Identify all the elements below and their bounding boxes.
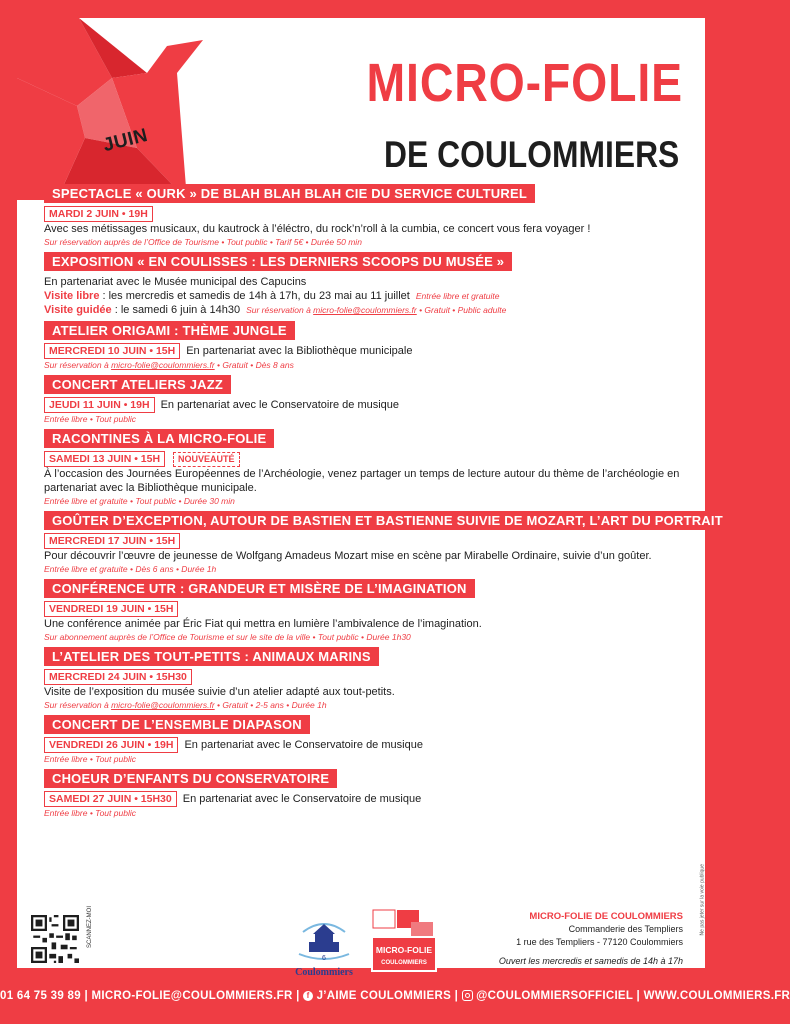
note-suffix: • Gratuit • 2-5 ans • Durée 1h — [214, 700, 327, 710]
event-item — [44, 321, 684, 371]
event-item — [44, 511, 723, 575]
note-prefix: Sur réservation à — [44, 360, 112, 370]
email-link[interactable]: micro-folie@coulommiers.fr — [111, 700, 215, 710]
contact-name: MICRO-FOLIE DE COULOMMIERS — [529, 911, 683, 922]
event-note: Entrée libre et gratuite • Dès 6 ans • Durée 1h — [44, 564, 217, 574]
phone-number[interactable]: 01 64 75 39 89 — [0, 990, 81, 1002]
event-title: EXPOSITION « EN COULISSES : LES DERNIERS SCOOPS DU MUSÉE » — [44, 252, 512, 271]
note-prefix: Sur réservation à — [246, 305, 314, 315]
event-note: Sur abonnement auprès de l’Office de Tourisme et sur le site de la ville • Tout public • Durée 1h30 — [44, 632, 411, 642]
email-link[interactable]: micro-folie@coulommiers.fr — [313, 305, 417, 315]
contact-line2: 1 rue des Templiers - 77120 Coulommiers — [516, 937, 683, 947]
footer-email[interactable]: MICRO-FOLIE@COULOMMIERS.FR — [91, 990, 293, 1002]
event-description: En partenariat avec le Musée municipal des Capucins — [44, 276, 307, 288]
event-note: Entrée libre et gratuite • Tout public • Durée 30 min — [44, 496, 235, 506]
event-date: MERCREDI 10 JUIN • 15H — [44, 343, 180, 359]
city-emblem-icon — [289, 914, 359, 962]
micro-folie-logo-icon — [371, 908, 437, 972]
origami-bird-icon — [17, 18, 217, 203]
event-title: L’ATELIER DES TOUT-PETITS : ANIMAUX MARINS — [44, 647, 379, 666]
website-link[interactable]: WWW.COULOMMIERS.FR — [643, 990, 790, 1002]
event-date: MERCREDI 17 JUIN • 15H — [44, 533, 180, 549]
event-date: SAMEDI 27 JUIN • 15H30 — [44, 791, 177, 807]
event-title: CONFÉRENCE UTR : GRANDEUR ET MISÈRE DE L’IMAGINATION — [44, 579, 475, 598]
event-note: Sur réservation auprès de l’Office de Tourisme • Tout public • Tarif 5€ • Durée 50 min — [44, 237, 362, 247]
visit-guided-note — [246, 305, 506, 315]
event-note — [44, 359, 684, 371]
facebook-icon: f — [303, 991, 313, 1001]
event-item — [44, 579, 684, 643]
event-note: Entrée libre • Tout public — [44, 414, 136, 424]
separator: | — [296, 990, 300, 1002]
footer-bar — [0, 990, 790, 1002]
contact-line1: Commanderie des Templiers — [568, 924, 683, 934]
event-item — [44, 647, 684, 711]
event-date: MERCREDI 24 JUIN • 15H30 — [44, 669, 192, 685]
email-link[interactable]: micro-folie@coulommiers.fr — [111, 360, 215, 370]
event-title: RACONTINES À LA MICRO-FOLIE — [44, 429, 274, 448]
event-item — [44, 184, 684, 248]
contact-block — [463, 910, 683, 968]
event-description: Avec ses métissages musicaux, du kautrock à l’éléctro, du rock’n’roll à la cumbia, ce concert vous fera voyager ! — [44, 223, 591, 235]
event-title: GOÛTER D’EXCEPTION, AUTOUR DE BASTIEN ET BASTIENNE SUIVIE DE MOZART, L’ART DU PORTRAIT — [44, 511, 731, 530]
qr-code-icon[interactable] — [31, 915, 79, 963]
mf-logo-line2: COULOMMIERS — [381, 960, 427, 966]
event-date: VENDREDI 19 JUIN • 15H — [44, 601, 178, 617]
poster-subtitle: DE COULOMMIERS — [383, 134, 679, 175]
event-list — [44, 184, 723, 823]
event-description: En partenariat avec le Conservatoire de musique — [182, 793, 422, 805]
note-prefix: Sur réservation à — [44, 700, 112, 710]
mf-logo-line1: MICRO-FOLIE — [375, 945, 433, 955]
coulommiers-logo — [289, 914, 359, 976]
qr-label: SCANNEZ-MOI — [87, 906, 93, 948]
instagram-link[interactable]: @COULOMMIERSOFFICIEL — [476, 990, 634, 1002]
instagram-icon — [462, 990, 473, 1001]
visit-free-text: : les mercredis et samedis de 14h à 17h, du 23 mai au 11 juillet — [99, 290, 410, 302]
event-description: Visite de l’exposition du musée suivie d’un atelier adapté aux tout-petits. — [44, 686, 395, 698]
separator: | — [454, 990, 459, 1002]
separator: | — [84, 990, 88, 1002]
event-date: VENDREDI 26 JUIN • 19H — [44, 737, 178, 753]
visit-free-line — [44, 289, 684, 303]
litter-notice: Ne pas jeter sur la voie publique — [699, 864, 705, 936]
facebook-link[interactable]: J’AIME COULOMMIERS — [316, 990, 452, 1002]
note-suffix: • Gratuit • Dès 8 ans — [214, 360, 294, 370]
svg-text:6: 6 — [322, 955, 326, 962]
visit-free-note: Entrée libre et gratuite — [415, 291, 500, 301]
event-title: CONCERT ATELIERS JAZZ — [44, 375, 231, 394]
visit-guided-text: : le samedi 6 juin à 14h30 — [111, 304, 241, 316]
visit-guided-label: Visite guidée — [44, 304, 112, 316]
note-suffix: • Gratuit • Public adulte — [416, 305, 507, 315]
event-date: SAMEDI 13 JUIN • 15H — [44, 451, 165, 467]
event-description: En partenariat avec le Conservatoire de musique — [184, 739, 423, 751]
coulommiers-logo-text: Coulommiers — [295, 967, 353, 978]
poster-title: MICRO-FOLIE — [366, 53, 683, 113]
event-item — [44, 429, 684, 507]
event-description: Une conférence animée par Éric Fiat qui mettra en lumière l’ambivalence de l’imagination. — [44, 618, 482, 630]
event-note: Entrée libre • Tout public — [44, 808, 136, 818]
event-item — [44, 769, 684, 819]
micro-folie-logo — [371, 908, 437, 972]
event-item — [44, 715, 684, 765]
event-note: Entrée libre • Tout public — [44, 754, 136, 764]
event-description: En partenariat avec la Bibliothèque municipale — [186, 345, 413, 357]
opening-hours: Ouvert les mercredis et samedis de 14h à 17h — [498, 956, 683, 966]
event-description: À l’occasion des Journées Européennes de l’Archéologie, venez partager un temps de lecture autour du thème de l’archéologie en partenariat avec la Bibliothèque municipale. — [44, 468, 680, 494]
event-item — [44, 252, 684, 317]
new-badge: NOUVEAUTÉ — [173, 452, 240, 467]
event-description: En partenariat avec le Conservatoire de musique — [160, 399, 400, 411]
event-note — [44, 699, 684, 711]
event-item — [44, 375, 684, 425]
event-date: MARDI 2 JUIN • 19H — [44, 206, 153, 222]
visit-guided-line — [44, 303, 684, 317]
event-title: CONCERT DE L’ENSEMBLE DIAPASON — [44, 715, 310, 734]
event-description: Pour découvrir l’œuvre de jeunesse de Wolfgang Amadeus Mozart mise en scène par Mirabelle Ordinaire, suivie d’un goûter. — [44, 550, 652, 562]
event-title: SPECTACLE « OURK » DE BLAH BLAH BLAH CIE DU SERVICE CULTUREL — [44, 184, 535, 203]
visit-free-label: Visite libre — [44, 290, 100, 302]
event-title: CHOEUR D’ENFANTS DU CONSERVATOIRE — [44, 769, 337, 788]
poster-sheet — [17, 18, 723, 978]
event-date: JEUDI 11 JUIN • 19H — [44, 397, 155, 413]
event-title: ATELIER ORIGAMI : THÈME JUNGLE — [44, 321, 295, 340]
separator: | — [636, 990, 641, 1002]
month-label: JUIN — [101, 124, 151, 157]
